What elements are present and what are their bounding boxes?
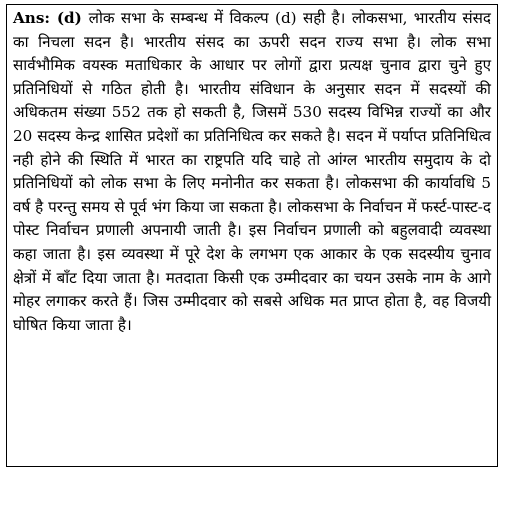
answer-box [6,4,498,467]
answer-text: लोक सभा के सम्बन्ध में विकल्प (d) सही है। लोकसभा, भारतीय संसद का निचला सदन है। भारतीय संसद का ऊपरी सदन राज्य सभा है। लोक सभा सार्वभौमिक वयस्क मताधिकार के आधार पर लोगों द्वारा प्रत्यक्ष चुनाव द्वारा चुने हुए प्रतिनिधियों से गठित होती है। भारतीय संविधान के अनुसार सदन में सदस्यों की अधिकतम संख्या 552 तक हो सकती है, जिसमें 530 सदस्य विभिन्न राज्यों का और 20 सदस्य केन्द्र शासित प्रदेशों का प्रतिनिधित्व कर सकते है। सदन में पर्याप्त प्रतिनिधित्व नही होने की स्थिति में भारत का राष्ट्रपति यदि चाहे तो आंग्ल भारतीय समुदाय के दो प्रतिनिधियों को लोक सभा के लिए मनोनीत कर सकता है। लोकसभा की कार्यावधि 5 वर्ष है परन्तु समय से पूर्व भंग किया जा सकता है। लोकसभा के निर्वाचन में फर्स्ट-पास्ट-द पोस्ट निर्वाचन प्रणाली अपनायी जाती है। इस निर्वाचन प्रणाली को बहुलवादी व्यवस्था कहा जाता है। इस व्यवस्था में पूरे देश के लगभग एक आकार के एक सदस्यीय चुनाव क्षेत्रों में बाँट दिया जाता है। मतदाता किसी एक उम्मीदवार का चयन उसके नाम के आगे मोहर लगाकर करते हैं। जिस उम्मीदवार को सबसे अधिक मत प्राप्त होता है, वह विजयी घोषित किया जाता है। [13,9,491,334]
answer-label: Ans: (d) [13,9,89,27]
